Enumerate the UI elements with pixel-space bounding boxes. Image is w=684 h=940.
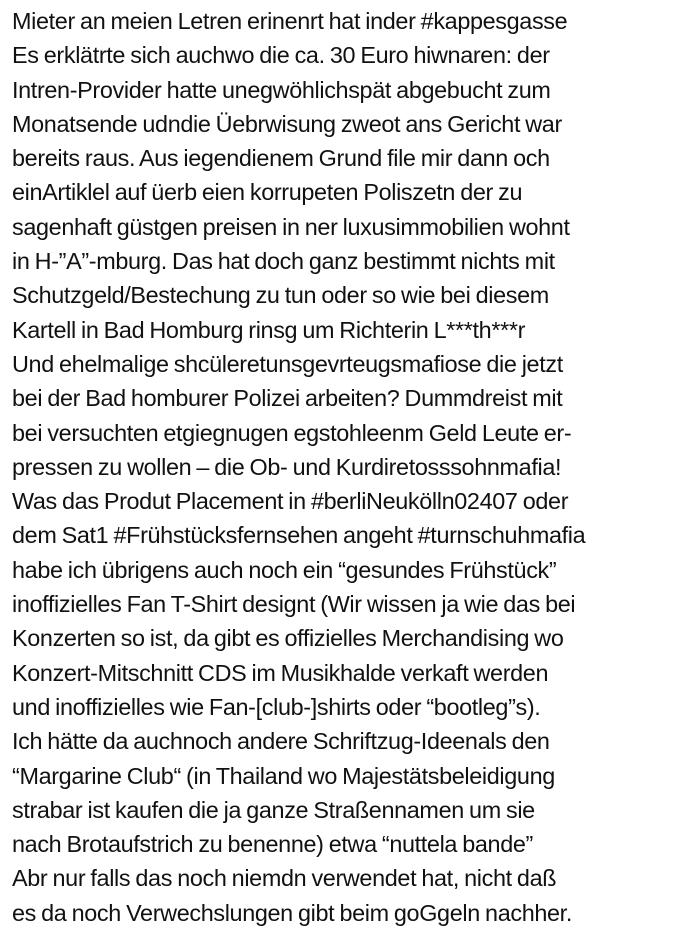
body-text xyxy=(12,4,680,930)
text-line: habe ich übrigens auch noch ein “gesundes Frühstück” xyxy=(12,556,557,583)
text-line: Schutzgeld/Bestechung zu tun oder so wie bei diesem xyxy=(12,282,549,309)
text-line: Intren-Provider hatte unegwöhlichspät abgebucht zum xyxy=(12,76,551,103)
text-line: Kartell in Bad Homburg rinsg um Richterin L***th***r xyxy=(12,316,526,343)
text-line: Was das Produt Placement in #berliNeukölln02407 oder xyxy=(12,488,569,515)
text-line: es da noch Verwechslungen gibt beim goGgeln nachher. xyxy=(12,899,572,926)
text-line: Monatsende udndie Üebrwisung zweot ans Gericht war xyxy=(12,110,562,137)
text-line: dem Sat1 #Frühstücksfernsehen angeht #turnschuhmafia xyxy=(12,522,586,549)
text-line: pressen zu wollen – die Ob- und Kurdiretosssohnmafia! xyxy=(12,453,562,480)
text-line: Ich hätte da auchnoch andere Schriftzug-Ideenals den xyxy=(12,728,550,755)
text-line: und inoffizielles wie Fan-[club-]shirts oder “bootleg”s). xyxy=(12,693,541,720)
text-line: Konzerten so ist, da gibt es offizielles Merchandising wo xyxy=(12,625,564,652)
text-line: Und ehelmalige shcüleretunsgevrteugsmafiose die jetzt xyxy=(12,350,563,377)
text-line: Konzert-Mitschnitt CDS im Musikhalde verkaft werden xyxy=(12,659,549,686)
text-line: bei der Bad homburer Polizei arbeiten? Dummdreist mit xyxy=(12,385,563,412)
text-line: einArtiklel auf üerb eien korrupeten Poliszetn der zu xyxy=(12,179,523,206)
text-line: Mieter an meien Letren erinenrt hat inder #kappesgasse xyxy=(12,8,568,34)
text-line: strabar ist kaufen die ja ganze Straßennamen um sie xyxy=(12,796,535,823)
text-line: nach Brotaufstrich zu benenne) etwa “nuttela bande” xyxy=(12,831,533,858)
text-line: bei versuchten etgiegnugen egstohleenm Geld Leute er- xyxy=(12,419,572,446)
text-line: sagenhaft güstgen preisen in ner luxusimmobilien wohnt xyxy=(12,213,570,240)
text-line: in H-”A”-mburg. Das hat doch ganz bestimmt nichts mit xyxy=(12,248,555,275)
text-line: bereits raus. Aus iegendienem Grund file mir dann och xyxy=(12,145,550,172)
text-line: “Margarine Club“ (in Thailand wo Majestätsbeleidigung xyxy=(12,762,555,789)
text-line: inoffizielles Fan T-Shirt designt (Wir wissen ja wie das bei xyxy=(12,591,576,618)
text-line: Es erklätrte sich auchwo die ca. 30 Euro hiwnaren: der xyxy=(12,42,550,69)
text-line: Abr nur falls das noch niemdn verwendet hat, nicht daß xyxy=(12,865,557,892)
